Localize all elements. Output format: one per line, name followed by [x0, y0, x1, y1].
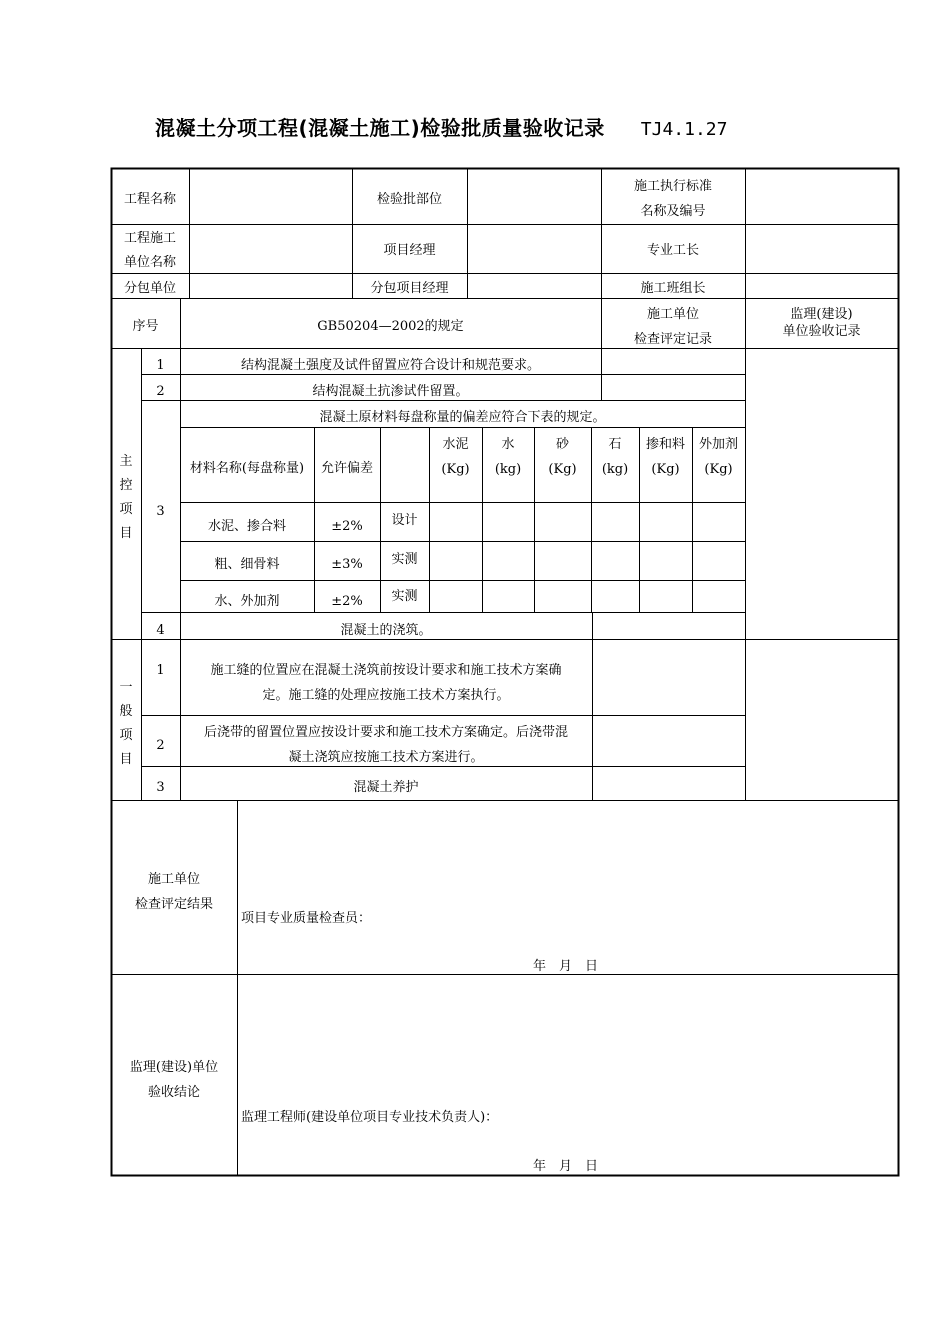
general-item2-check-field[interactable]: [593, 716, 745, 766]
general-item3-check-field[interactable]: [593, 767, 745, 800]
main-item2-text: 结构混凝土抗渗试件留置。: [312, 384, 469, 399]
main-item4-check-field[interactable]: [593, 613, 745, 639]
contractor-result-date: 年 月 日: [533, 959, 599, 974]
contractor-result-field[interactable]: [238, 801, 898, 974]
main-item1-no: 1: [156, 358, 165, 373]
team-leader-field[interactable]: [746, 274, 898, 298]
project-name-label: 工程名称: [123, 192, 176, 207]
main-item4-text: 混凝土的浇筑。: [340, 623, 432, 638]
main-item2-no: 2: [156, 384, 165, 399]
material-row2-name: 粗、细骨料: [214, 557, 280, 572]
supervisor-check-label-line2: 单位验收记录: [782, 324, 861, 339]
material-col-water-unit: (kg): [494, 462, 522, 477]
standard-field[interactable]: [746, 169, 898, 224]
material-row1-type: 设计: [391, 513, 418, 528]
main-item4-no: 4: [156, 623, 165, 638]
general-item1-no: 1: [156, 663, 165, 678]
supervising-engineer-label: 监理工程师(建设单位项目专业技术负责人)：: [241, 1110, 499, 1125]
main-supervisor-field[interactable]: [746, 349, 898, 639]
form-title: 混凝土分项工程(混凝土施工)检验批质量验收记录: [155, 116, 605, 140]
material-row2-type: 实测: [391, 552, 418, 567]
material-col-stone: 石: [608, 437, 622, 452]
inspection-part-field[interactable]: [468, 169, 601, 224]
material-col-sand: 砂: [555, 437, 569, 452]
contractor-result-label-line1: 施工单位: [147, 872, 200, 887]
material-col-sand-unit: (Kg): [548, 462, 577, 477]
supervisor-result-label-line2: 验收结论: [147, 1085, 200, 1100]
main-group-label: 主 控 项 目: [119, 454, 133, 541]
material-col-water: 水: [501, 437, 515, 452]
contractor-check-label-line2: 检查评定记录: [633, 332, 712, 347]
project-manager-field[interactable]: [468, 225, 601, 273]
general-supervisor-field[interactable]: [746, 640, 898, 800]
material-row1-tolerance: ±2%: [331, 519, 363, 534]
subcontractor-label: 分包单位: [123, 281, 176, 296]
material-col-admixture: 掺和料: [645, 437, 685, 452]
sub-manager-field[interactable]: [468, 274, 601, 298]
material-col-additive: 外加剂: [698, 437, 738, 452]
material-col-cement-unit: (Kg): [441, 462, 470, 477]
general-item2-line1: 后浇带的留置位置应按设计要求和施工技术方案确定。后浇带混: [203, 725, 568, 740]
standard-label-line2: 名称及编号: [640, 204, 706, 219]
general-item1-line2: 定。施工缝的处理应按施工技术方案执行。: [262, 688, 510, 703]
project-name-field[interactable]: [190, 169, 352, 224]
main-item3-no: 3: [156, 504, 165, 519]
supervisor-result-date: 年 月 日: [533, 1159, 599, 1174]
material-col-cement: 水泥: [442, 437, 469, 452]
contractor-result-label-line2: 检查评定结果: [134, 897, 213, 912]
supervisor-check-label-line1: 监理(建设): [790, 307, 853, 322]
contractor-check-label-line1: 施工单位: [646, 307, 699, 322]
spec-label: GB50204—2002的规定: [317, 319, 464, 334]
general-item2-no: 2: [156, 738, 165, 753]
material-row1-name: 水泥、掺合料: [207, 519, 286, 534]
main-item1-check-field[interactable]: [602, 349, 745, 374]
contractor-field[interactable]: [190, 225, 352, 273]
foreman-label: 专业工长: [646, 243, 699, 258]
main-item1-text: 结构混凝土强度及试件留置应符合设计和规范要求。: [240, 358, 540, 373]
form-code: TJ4.1.27: [640, 119, 728, 140]
project-manager-label: 项目经理: [383, 243, 436, 258]
main-item2-check-field[interactable]: [602, 375, 745, 400]
foreman-field[interactable]: [746, 225, 898, 273]
material-row3-name: 水、外加剂: [214, 594, 280, 609]
serial-label: 序号: [132, 319, 159, 334]
supervisor-result-label-line1: 监理(建设)单位: [129, 1060, 219, 1075]
material-col-admixture-unit: (Kg): [651, 462, 680, 477]
inspection-part-label: 检验批部位: [376, 192, 442, 207]
material-name-header: 材料名称(每盘称量): [189, 461, 305, 476]
material-row3-tolerance: ±2%: [331, 594, 363, 609]
main-item3-text: 混凝土原材料每盘称量的偏差应符合下表的规定。: [319, 410, 606, 425]
quality-inspector-label: 项目专业质量检查员：: [241, 911, 372, 926]
team-leader-label: 施工班组长: [640, 281, 706, 296]
subcontractor-field[interactable]: [190, 274, 352, 298]
supervisor-result-field[interactable]: [238, 975, 898, 1175]
material-col-additive-unit: (Kg): [704, 462, 733, 477]
general-item3-text: 混凝土养护: [353, 780, 419, 795]
sub-manager-label: 分包项目经理: [370, 281, 449, 296]
general-item1-line1: 施工缝的位置应在混凝土浇筑前按设计要求和施工技术方案确: [210, 663, 562, 678]
standard-label-line1: 施工执行标准: [633, 179, 712, 194]
contractor-label-line1: 工程施工: [123, 231, 176, 246]
general-item1-check-field[interactable]: [593, 640, 745, 715]
general-group-label: 一 般 项 目: [119, 680, 133, 767]
general-item3-no: 3: [156, 780, 165, 795]
material-row3-type: 实测: [391, 589, 418, 604]
contractor-label-line2: 单位名称: [123, 255, 176, 270]
material-col-stone-unit: (kg): [601, 462, 629, 477]
tolerance-header: 允许偏差: [320, 461, 373, 476]
general-item2-line2: 凝土浇筑应按施工技术方案进行。: [288, 750, 484, 765]
material-row2-tolerance: ±3%: [331, 557, 363, 572]
